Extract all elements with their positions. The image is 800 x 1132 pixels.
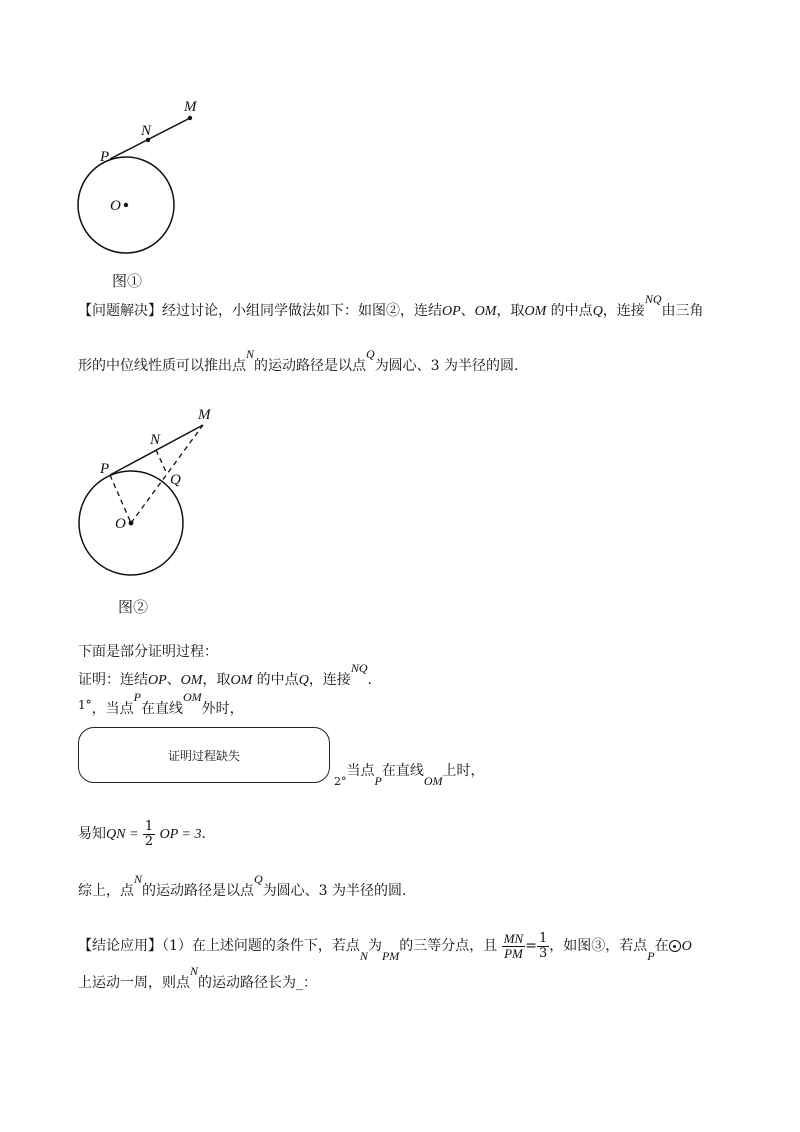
proof-intro: 下面是部分证明过程： bbox=[78, 644, 218, 660]
circle-dot-symbol bbox=[669, 940, 681, 952]
figure-1-point-o bbox=[124, 203, 128, 207]
figure-2-label-o: O bbox=[115, 516, 126, 532]
problem-solving-line-2: 形的中位线性质可以推出点N的运动路径是以点Q为圆心、3 为半径的圆. bbox=[78, 347, 519, 374]
fraction-one-half: $\frac{1}{2}$ bbox=[144, 819, 154, 849]
figure-1-diagram bbox=[70, 95, 200, 265]
missing-proof-text: 证明过程缺失 bbox=[167, 748, 240, 763]
figure-1-caption: 图① bbox=[112, 272, 143, 290]
problem-solving-line-1: 【问题解决】经过讨论，小组同学做法如下：如图②，连结OP、OM，取OM 的中点Q，连接NQ由三角 bbox=[78, 292, 704, 319]
figure-2-label-m: M bbox=[198, 407, 211, 423]
figure-2-label-p: P bbox=[100, 461, 110, 477]
fraction-one-third: $\frac{1}{3}$ bbox=[538, 931, 548, 961]
proof-summary: 综上，点N的运动路径是以点Q为圆心、3 为半径的圆. bbox=[78, 872, 407, 899]
figure-2-caption: 图② bbox=[118, 598, 149, 616]
figure-1-label-p: P bbox=[100, 149, 110, 165]
fraction-mn-over-pm: $\frac{MN}{PM}$ bbox=[503, 931, 524, 961]
proof-case-1: 1°，当点P在直线OM外时， bbox=[78, 690, 244, 717]
figure-2-point-o bbox=[129, 521, 134, 526]
figure-1-label-o: O bbox=[110, 198, 121, 214]
figure-2-dashed-nq bbox=[156, 450, 167, 474]
figure-1-label-n: N bbox=[141, 123, 152, 139]
proof-line-1: 证明：连结OP、OM，取OM 的中点Q，连接NQ. bbox=[78, 661, 372, 688]
application-line-2: 上运动一周，则点N的运动路径长为_： bbox=[78, 964, 318, 991]
figure-2-diagram bbox=[70, 398, 230, 588]
proof-case-2: $_{2^\circ}$当点P在直线OM上时， bbox=[334, 763, 485, 788]
figure-1-point-m bbox=[188, 116, 192, 120]
proof-easy-line: 易知QN = $\frac{1}{2}$ OP = 3. bbox=[78, 819, 206, 849]
application-line-1: 【结论应用】（1）在上述问题的条件下，若点N为PM的三等分点，且 $\frac{MN}{PM}$ = $\frac{1}{3}$ ，如图③，若点P在 O bbox=[78, 931, 692, 964]
problem-solving-heading: 【问题解决】 bbox=[78, 303, 162, 319]
missing-proof-box bbox=[78, 727, 330, 783]
figure-1-label-m: M bbox=[184, 99, 197, 115]
application-heading: 【结论应用】 bbox=[78, 938, 162, 955]
figure-2-label-q: Q bbox=[170, 472, 181, 488]
figure-2-label-n: N bbox=[150, 432, 161, 448]
